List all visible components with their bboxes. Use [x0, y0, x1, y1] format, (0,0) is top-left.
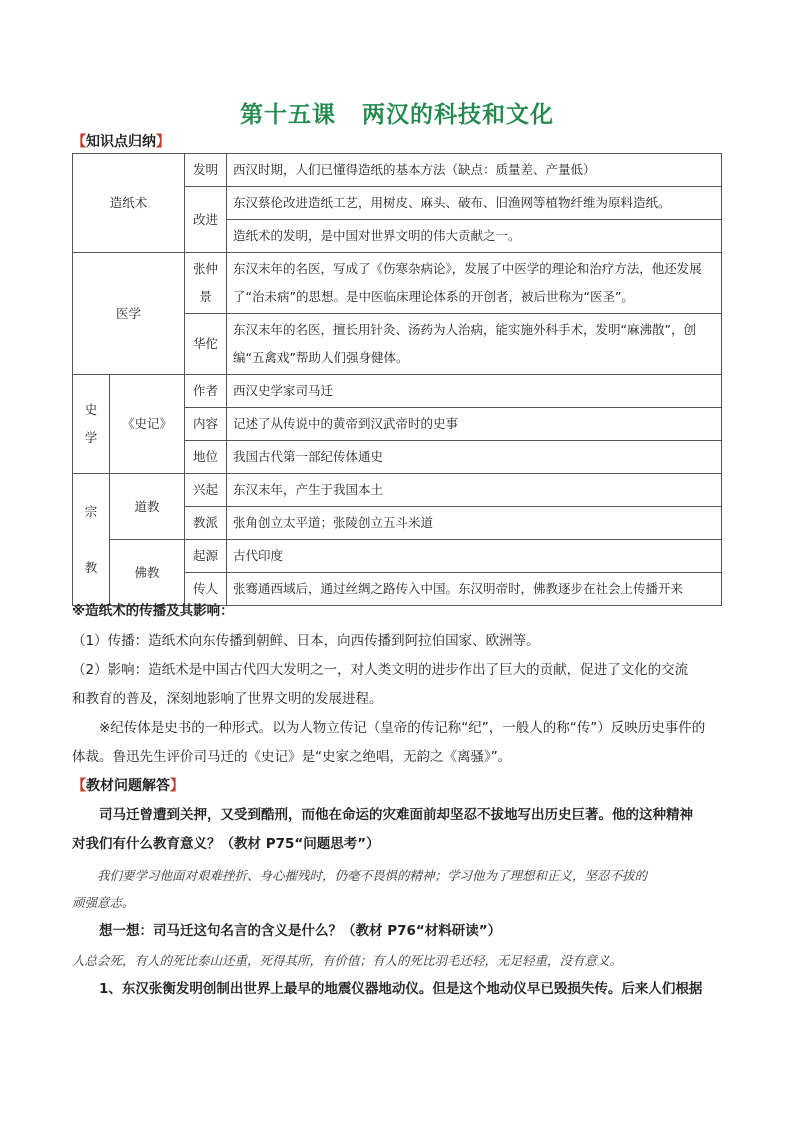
row-head: 发明	[185, 154, 227, 187]
row-head: 改进	[185, 187, 227, 253]
row-value: 古代印度	[227, 540, 722, 573]
answer: 顽强意志。	[72, 895, 135, 910]
row-head: 华佗	[185, 314, 227, 375]
note-paragraph: ※纪传体是史书的一种形式。以为人物立传记（皇帝的传记称“纪”，一般人的称“传”）反映历史事件的	[99, 720, 706, 736]
question: 想一想：司马迁这句名言的含义是什么？（教材 P76“材料研读”）	[99, 923, 502, 939]
note-paragraph: （1）传播：造纸术向东传播到朝鲜、日本，向西传播到阿拉伯国家、欧洲等。	[72, 633, 540, 649]
cell-buddhism: 佛教	[110, 540, 185, 606]
row-value: 我国古代第一部纪传体通史	[227, 441, 722, 474]
row-head: 传人	[185, 573, 227, 606]
page-title: 第十五课 两汉的科技和文化	[240, 102, 554, 128]
knowledge-table	[72, 153, 722, 606]
row-value: 张骞通西域后，通过丝绸之路传入中国。东汉明帝时，佛教逐步在社会上传播开来	[227, 573, 722, 606]
answer: 我们要学习他面对艰难挫折、身心摧残时，仍毫不畏惧的精神；学习他为了理想和正义，坚忍不拔的	[97, 868, 648, 883]
row-value: 记述了从传说中的黄帝到汉武帝时的史事	[227, 408, 722, 441]
question: 对我们有什么教育意义？（教材 P75“问题思考”）	[72, 836, 380, 852]
row-head: 教派	[185, 507, 227, 540]
row-value: 东汉蔡伦改进造纸工艺，用树皮、麻头、破布、旧渔网等植物纤维为原料造纸。	[227, 187, 722, 220]
row-head: 起源	[185, 540, 227, 573]
question: 1、东汉张衡发明创制出世界上最早的地震仪器地动仪。但是这个地动仪早已毁损失传。后来人们根据	[99, 981, 703, 997]
section-heading-qa: 【教材问题解答】	[72, 778, 184, 794]
cell-papermaking: 造纸术	[73, 154, 185, 253]
row-value: 张角创立太平道；张陵创立五斗米道	[227, 507, 722, 540]
row-head: 内容	[185, 408, 227, 441]
row-value: 造纸术的发明，是中国对世界文明的伟大贡献之一。	[227, 220, 722, 253]
row-head: 地位	[185, 441, 227, 474]
row-head: 张仲 景	[185, 253, 227, 314]
row-value: 西汉时期，人们已懂得造纸的基本方法（缺点：质量差、产量低）	[227, 154, 722, 187]
row-value: 东汉末年的名医，写成了《伤寒杂病论》，发展了中医学的理论和治疗方法，他还发展了“治未病”的思想。是中医临床理论体系的开创者，被后世称为“医圣”。	[227, 253, 722, 314]
row-head: 作者	[185, 375, 227, 408]
note-heading: ※造纸术的传播及其影响：	[72, 603, 234, 619]
row-value: 西汉史学家司马迁	[227, 375, 722, 408]
row-head: 兴起	[185, 474, 227, 507]
cell-taoism: 道教	[110, 474, 185, 540]
note-paragraph: 和教育的普及，深刻地影响了世界文明的发展进程。	[72, 691, 383, 707]
note-paragraph: 体裁。鲁迅先生评价司马迁的《史记》是“史家之绝唱，无韵之《离骚》”。	[72, 749, 512, 765]
cell-religion: 宗 教	[73, 474, 110, 606]
cell-shiji: 《史记》	[110, 375, 185, 474]
note-paragraph: （2）影响：造纸术是中国古代四大发明之一，对人类文明的进步作出了巨大的贡献，促进了文化的交流	[72, 662, 689, 678]
cell-history: 史 学	[73, 375, 110, 474]
question: 司马迁曾遭到关押，又受到酷刑，而他在命运的灾难面前却坚忍不拔地写出历史巨著。他的这种精神	[99, 807, 693, 823]
row-value: 东汉末年，产生于我国本土	[227, 474, 722, 507]
answer: 人总会死，有人的死比泰山还重，死得其所，有价值；有人的死比羽毛还轻，无足轻重，没有意义。	[72, 953, 623, 968]
cell-medicine: 医学	[73, 253, 185, 375]
section-heading-knowledge: 【知识点归纳】	[72, 134, 170, 150]
row-value: 东汉末年的名医，擅长用针灸、汤药为人治病，能实施外科手术，发明“麻沸散”，创编“五禽戏”帮助人们强身健体。	[227, 314, 722, 375]
